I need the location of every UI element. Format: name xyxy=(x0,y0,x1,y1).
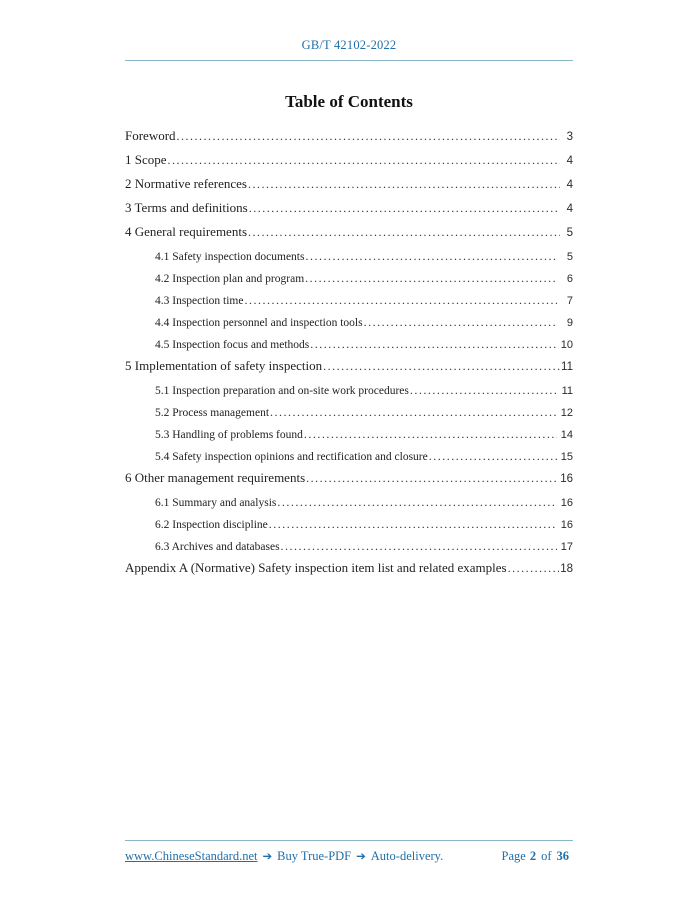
toc-list xyxy=(125,129,573,576)
toc-entry-label: 5.2 Process management xyxy=(155,407,270,419)
toc-entry xyxy=(125,495,573,510)
toc-leader-dots xyxy=(244,293,557,308)
toc-entry-label: 4.5 Inspection focus and methods xyxy=(155,339,310,351)
toc-entry-page: 6 xyxy=(566,273,573,285)
page-header xyxy=(125,0,573,61)
toc-entry-label: Appendix A (Normative) Safety inspection item list and related examples xyxy=(125,560,507,575)
toc-entry-page: 10 xyxy=(560,339,573,351)
toc-entry-page: 9 xyxy=(566,317,573,329)
total-page-number: 36 xyxy=(556,849,569,863)
toc-entry xyxy=(125,427,573,442)
toc-leader-dots xyxy=(410,383,557,398)
toc-entry xyxy=(125,293,573,308)
toc-leader-dots xyxy=(305,249,557,264)
toc-leader-dots xyxy=(508,561,560,575)
page-title: Table of Contents xyxy=(285,92,413,111)
toc-leader-dots xyxy=(269,517,557,532)
toc-entry-label: 4.2 Inspection plan and program xyxy=(155,273,305,285)
toc-entry-page: 16 xyxy=(560,519,573,531)
toc-entry xyxy=(125,315,573,330)
current-page-number: 2 xyxy=(529,849,537,863)
footer-promo xyxy=(125,849,443,864)
toc-entry-page: 5 xyxy=(566,227,573,239)
toc-entry-label: 4.1 Safety inspection documents xyxy=(155,251,305,263)
toc-entry-page: 11 xyxy=(561,361,573,373)
toc-entry-label: Foreword xyxy=(125,128,176,143)
toc-entry xyxy=(125,539,573,554)
toc-leader-dots xyxy=(429,449,557,464)
toc-entry-label: 6.2 Inspection discipline xyxy=(155,519,268,531)
toc-entry-label: 5.3 Handling of problems found xyxy=(155,429,303,441)
toc-leader-dots xyxy=(305,271,557,286)
toc-entry-label: 6 Other management requirements xyxy=(125,470,306,485)
page-footer xyxy=(125,840,573,864)
toc-entry-page: 4 xyxy=(566,155,573,167)
toc-entry-label: 6.1 Summary and analysis xyxy=(155,497,277,509)
website-link[interactable]: www.ChineseStandard.net xyxy=(125,849,258,863)
toc-leader-dots xyxy=(304,427,557,442)
toc-entry-label: 3 Terms and definitions xyxy=(125,200,248,215)
toc-leader-dots xyxy=(306,471,559,485)
toc-entry-page: 16 xyxy=(560,473,573,485)
toc-entry-page: 12 xyxy=(560,407,573,419)
toc-entry xyxy=(125,225,573,240)
toc-entry-label: 5.1 Inspection preparation and on-site work procedures xyxy=(155,385,409,397)
toc-leader-dots xyxy=(248,225,560,239)
toc-entry-page: 18 xyxy=(560,563,573,575)
toc-leader-dots xyxy=(281,539,557,554)
toc-entry-page: 16 xyxy=(560,497,573,509)
toc-entry-label: 5.4 Safety inspection opinions and rectification and closure xyxy=(155,451,428,463)
of-word: of xyxy=(541,849,552,863)
toc-entry xyxy=(125,271,573,286)
toc-entry xyxy=(125,153,573,168)
toc-entry xyxy=(125,405,573,420)
toc-entry xyxy=(125,517,573,532)
auto-delivery-label: Auto-delivery. xyxy=(370,849,444,863)
toc-entry xyxy=(125,449,573,464)
toc-entry-page: 4 xyxy=(566,203,573,215)
toc-leader-dots xyxy=(249,201,560,215)
arrow-icon: ➔ xyxy=(356,849,366,863)
toc-entry-label: 4.3 Inspection time xyxy=(155,295,244,307)
toc-leader-dots xyxy=(277,495,556,510)
toc-entry xyxy=(125,471,573,486)
buy-true-pdf-label: Buy True-PDF xyxy=(277,849,352,863)
toc-entry-label: 6.3 Archives and databases xyxy=(155,541,280,553)
toc-entry-page: 5 xyxy=(566,251,573,263)
toc-entry-label: 4.4 Inspection personnel and inspection tools xyxy=(155,317,363,329)
toc-entry xyxy=(125,177,573,192)
page-indicator xyxy=(502,849,573,864)
toc-leader-dots xyxy=(310,337,556,352)
toc-entry xyxy=(125,129,573,144)
toc-entry xyxy=(125,337,573,352)
toc-entry xyxy=(125,383,573,398)
toc-entry-page: 4 xyxy=(566,179,573,191)
toc-entry-label: 2 Normative references xyxy=(125,176,247,191)
toc-entry xyxy=(125,561,573,576)
toc-entry xyxy=(125,249,573,264)
toc-leader-dots xyxy=(323,359,560,373)
toc-entry xyxy=(125,201,573,216)
toc-entry-label: 5 Implementation of safety inspection xyxy=(125,358,323,373)
toc-entry xyxy=(125,359,573,374)
arrow-icon: ➔ xyxy=(262,849,273,863)
toc-entry-page: 14 xyxy=(560,429,573,441)
toc-entry-label: 4 General requirements xyxy=(125,224,248,239)
toc-leader-dots xyxy=(270,405,557,420)
toc-leader-dots xyxy=(364,315,557,330)
toc-entry-page: 3 xyxy=(566,131,573,143)
page-word: Page xyxy=(501,849,526,863)
standard-number: GB/T 42102-2022 xyxy=(301,38,397,52)
toc-leader-dots xyxy=(168,153,560,167)
toc-entry-page: 11 xyxy=(561,385,573,397)
toc-entry-page: 7 xyxy=(566,295,573,307)
toc-leader-dots xyxy=(177,129,560,143)
toc-entry-page: 15 xyxy=(560,451,573,463)
toc-entry-label: 1 Scope xyxy=(125,152,167,167)
toc-leader-dots xyxy=(248,177,560,191)
toc-entry-page: 17 xyxy=(560,541,573,553)
